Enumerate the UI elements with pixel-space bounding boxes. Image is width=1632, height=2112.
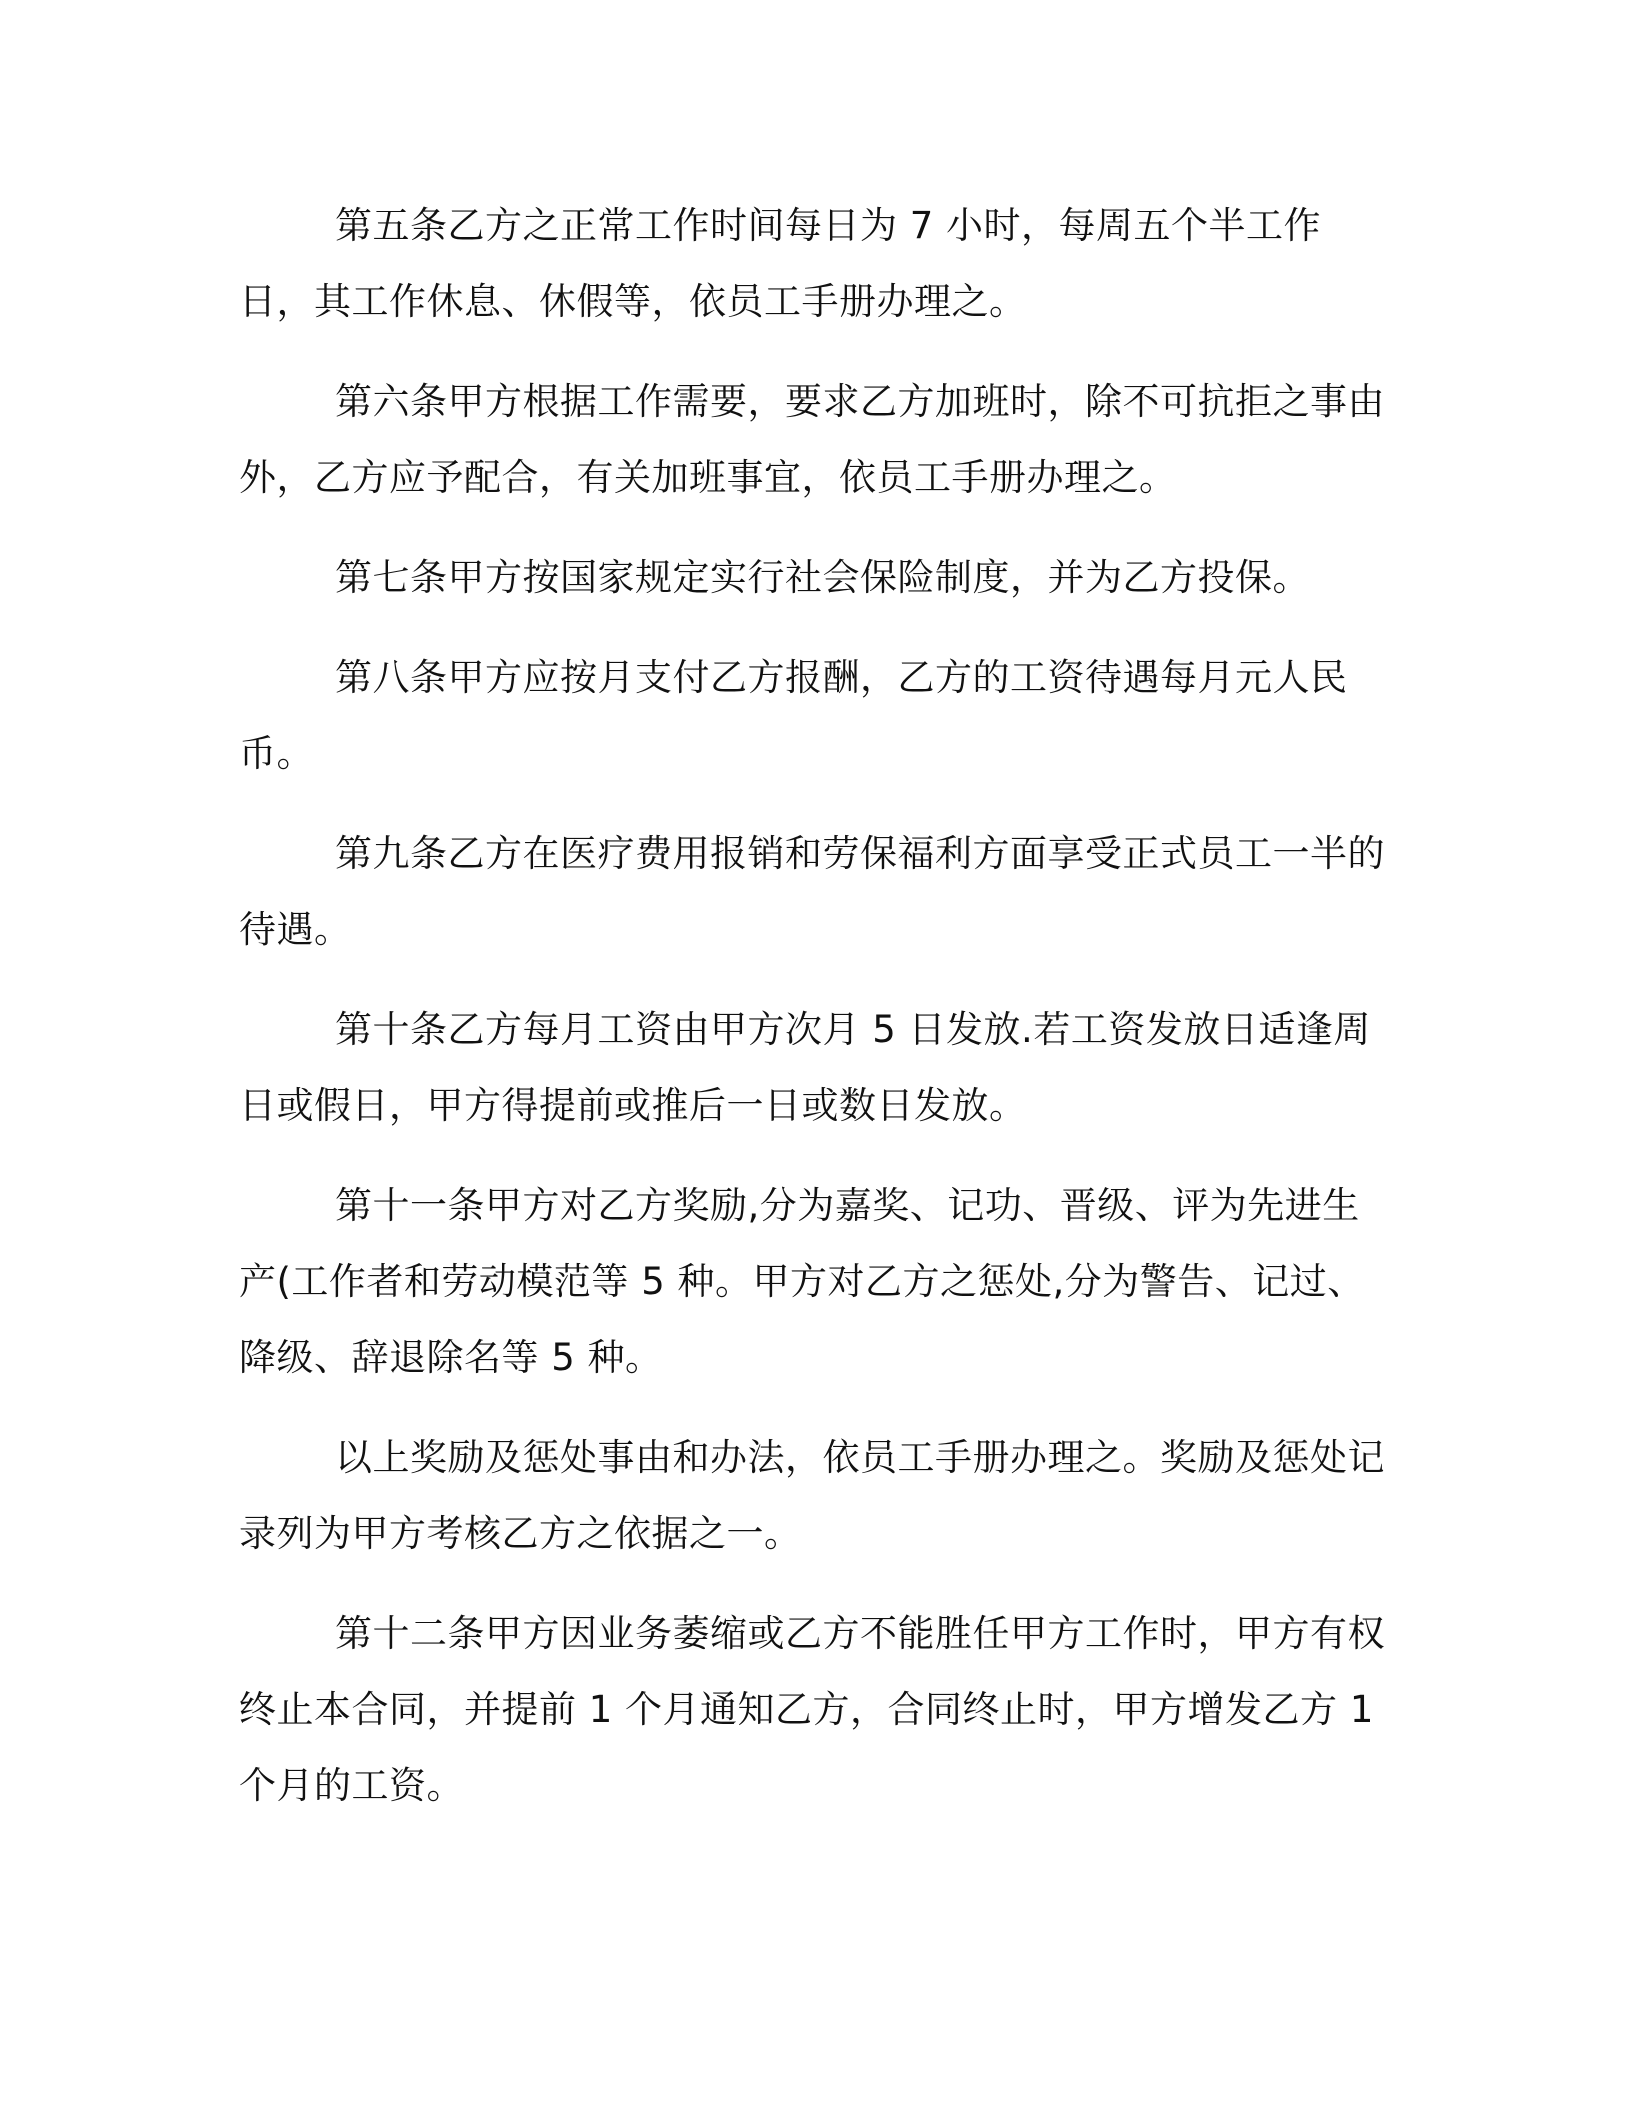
paragraph-article-7: 第七条甲方按国家规定实行社会保险制度，并为乙方投保。 bbox=[335, 556, 1310, 599]
paragraph-article-11: 第十一条甲方对乙方奖励,分为嘉奖、记功、晋级、评为先进生产(工作者和劳动模范等 5 种。甲方对乙方之惩处,分为警告、记过、降级、辞退除名等 5 种。 bbox=[239, 1184, 1365, 1379]
paragraph-article-8: 第八条甲方应按月支付乙方报酬，乙方的工资待遇每月元人民币。 bbox=[239, 656, 1348, 775]
paragraph-rewards-note: 以上奖励及惩处事由和办法，依员工手册办理之。奖励及惩处记录列为甲方考核乙方之依据之一。 bbox=[239, 1436, 1385, 1555]
paragraph-article-5: 第五条乙方之正常工作时间每日为 7 小时，每周五个半工作日，其工作休息、休假等，依员工手册办理之。 bbox=[239, 204, 1322, 323]
paragraph-article-10: 第十条乙方每月工资由甲方次月 5 日发放.若工资发放日适逢周日或假日，甲方得提前或推后一日或数日发放。 bbox=[239, 1008, 1371, 1127]
paragraph-article-6: 第六条甲方根据工作需要，要求乙方加班时，除不可抗拒之事由外，乙方应予配合，有关加班事宜，依员工手册办理之。 bbox=[239, 380, 1385, 499]
paragraph-article-9: 第九条乙方在医疗费用报销和劳保福利方面享受正式员工一半的待遇。 bbox=[239, 832, 1385, 951]
document-body bbox=[239, 188, 1389, 1848]
paragraph-article-12: 第十二条甲方因业务萎缩或乙方不能胜任甲方工作时，甲方有权终止本合同，并提前 1 个月通知乙方，合同终止时，甲方增发乙方 1 个月的工资。 bbox=[239, 1612, 1385, 1807]
